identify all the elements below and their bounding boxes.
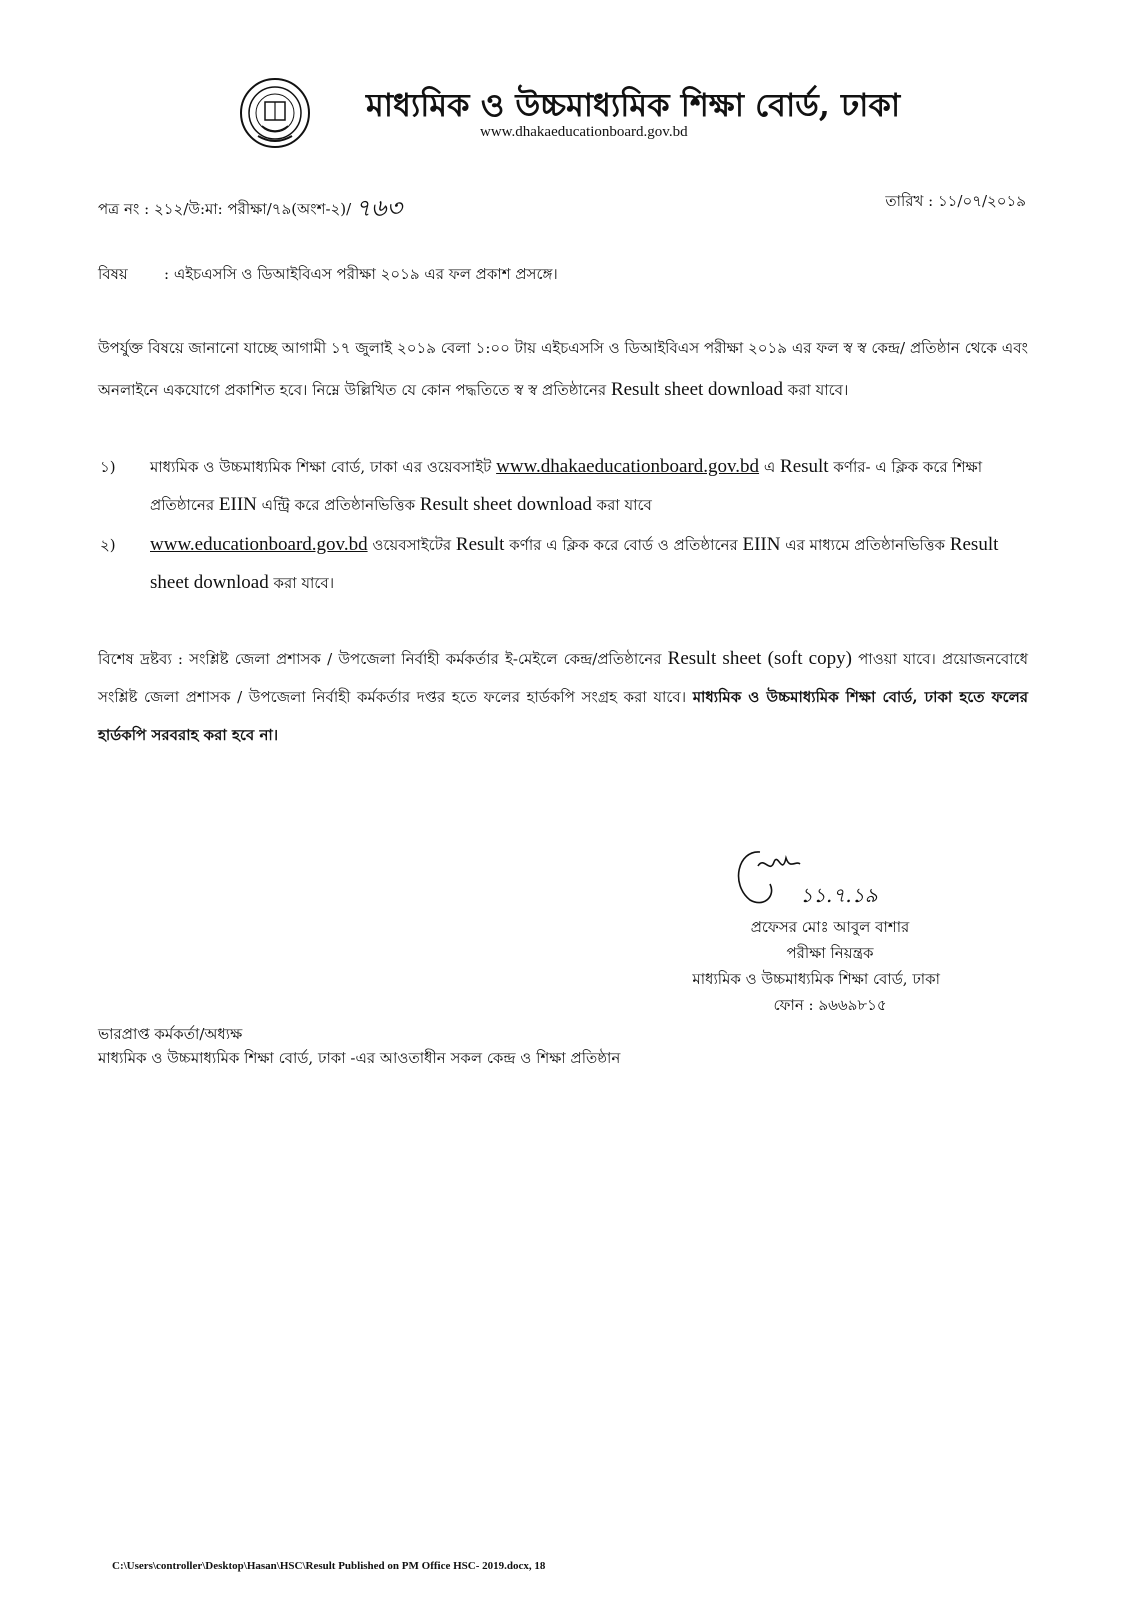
file-path-footer: C:\Users\controller\Desktop\Hasan\HSC\Result Published on PM Office HSC- 2019.docx, 18 (112, 1560, 546, 1572)
signature-block (640, 914, 940, 1018)
list-item-latin: Result (780, 456, 829, 477)
list-item-text: এন্ট্রি করে প্রতিষ্ঠানভিত্তিক (261, 496, 416, 514)
subject-label: বিষয় (98, 265, 128, 283)
list-item-text: করা যাবে (596, 496, 652, 514)
signatory-designation: পরীক্ষা নিয়ন্ত্রক (786, 944, 874, 962)
board-website: www.dhakaeducationboard.gov.bd (480, 124, 688, 140)
list-item-text: কর্ণার এ ক্লিক করে বোর্ড ও প্রতিষ্ঠানের (509, 536, 738, 554)
recipient-block (98, 1022, 620, 1070)
signatory-office: মাধ্যমিক ও উচ্চমাধ্যমিক শিক্ষা বোর্ড, ঢাকা (692, 970, 940, 988)
recipient-address: মাধ্যমিক ও উচ্চমাধ্যমিক শিক্ষা বোর্ড, ঢাকা -এর আওতাধীন সকল কেন্দ্র ও শিক্ষা প্রতিষ্ঠান (98, 1049, 621, 1067)
signatory-phone: ফোন : ৯৬৬৯৮১৫ (773, 996, 887, 1014)
dhaka-board-website-link[interactable]: www.dhakaeducationboard.gov.bd (496, 456, 760, 477)
list-item-text: কর্ণার- এ ক্লিক করে শিক্ষা প্রতিষ্ঠানের (150, 458, 983, 514)
handwritten-signature (730, 844, 920, 914)
education-board-website-link[interactable]: www.educationboard.gov.bd (150, 534, 368, 555)
board-seal-logo (238, 76, 312, 150)
list-item-latin: Result sheet download (419, 494, 592, 515)
list-item-latin: Result sheet download (150, 534, 999, 593)
list-item-text: করা যাবে। (273, 574, 335, 592)
list-item-number: ১) (100, 458, 116, 476)
memo-ref-handwritten: ৭৬৩ (355, 194, 402, 222)
note-bold: মাধ্যমিক ও উচ্চমাধ্যমিক শিক্ষা বোর্ড, ঢাকা হতে ফলের হার্ডকপি সরবরাহ করা হবে না। (98, 688, 1029, 744)
list-item-text: এর মাধ্যমে প্রতিষ্ঠানভিত্তিক (785, 536, 946, 554)
body-paragraph-1 (98, 328, 1028, 411)
list-item-latin: EIIN (218, 494, 257, 515)
list-item-text: মাধ্যমিক ও উচ্চমাধ্যমিক শিক্ষা বোর্ড, ঢাকা এর ওয়েবসাইট (150, 458, 492, 476)
list-item-latin: Result (455, 534, 505, 555)
subject-text: : এইচএসসি ও ডিআইবিএস পরীক্ষা ২০১৯ এর ফল প্রকাশ প্রসঙ্গে। (164, 265, 558, 283)
list-item-latin: EIIN (742, 534, 781, 555)
special-note (98, 640, 1028, 754)
list-item (98, 526, 1028, 602)
note-text: বিশেষ দ্রষ্টব্য : সংশ্লিষ্ট জেলা প্রশাসক / উপজেলা নির্বাহী কর্মকর্তার ই-মেইলে কেন্দ্র/প্রতিষ্ঠানের (98, 650, 662, 668)
list-item-text: ওয়েবসাইটের (372, 536, 452, 554)
signature-date: ১১.৭.১৯ (800, 883, 878, 907)
memo-number (98, 190, 402, 230)
list-item-number: ২) (100, 536, 116, 554)
signatory-name: প্রফেসর মোঃ আবুল বাশার (750, 918, 910, 936)
note-latin: Result sheet (soft copy) (667, 648, 852, 669)
para1-text-end: করা যাবে। (787, 381, 849, 399)
para1-text: উপর্যুক্ত বিষয়ে জানানো যাচ্ছে আগামী ১৭ জুলাই ২০১৯ বেলা ১:০০ টায় এইচএসসি ও ডিআইবিএস পরীক্ষা ২০১৯ এর ফল স্ব স্ব কেন্দ্র/ প্রতিষ্ঠান থেকে এবং অনলাইনে একযোগে প্রকাশিত হবে। নিম্নে উল্লিখিত যে কোন পদ্ধতিতে স্ব স্ব প্রতিষ্ঠানের (98, 339, 1028, 399)
list-item-text: এ (763, 458, 776, 476)
para1-latin: Result sheet download (610, 379, 783, 400)
note-text-2: পাওয়া যাবে। প্রয়োজনবোধে সংশ্লিষ্ট জেলা প্রশাসক / উপজেলা নির্বাহী কর্মকর্তার দপ্তর হতে ফলের হার্ডকপি সংগ্রহ করা যাবে। (98, 650, 1029, 706)
memo-date: তারিখ : ১১/০৭/২০১৯ (885, 192, 1026, 210)
recipient-title: ভারপ্রাপ্ত কর্মকর্তা/অধ্যক্ষ (98, 1025, 243, 1043)
subject-line (98, 263, 558, 288)
list-item (98, 448, 1028, 524)
memo-ref: পত্র নং : ২১২/উ:মা: পরীক্ষা/৭৯(অংশ-২)/ (98, 200, 352, 218)
board-title: মাধ্যমিক ও উচ্চমাধ্যমিক শিক্ষা বোর্ড, ঢাকা (366, 86, 901, 124)
